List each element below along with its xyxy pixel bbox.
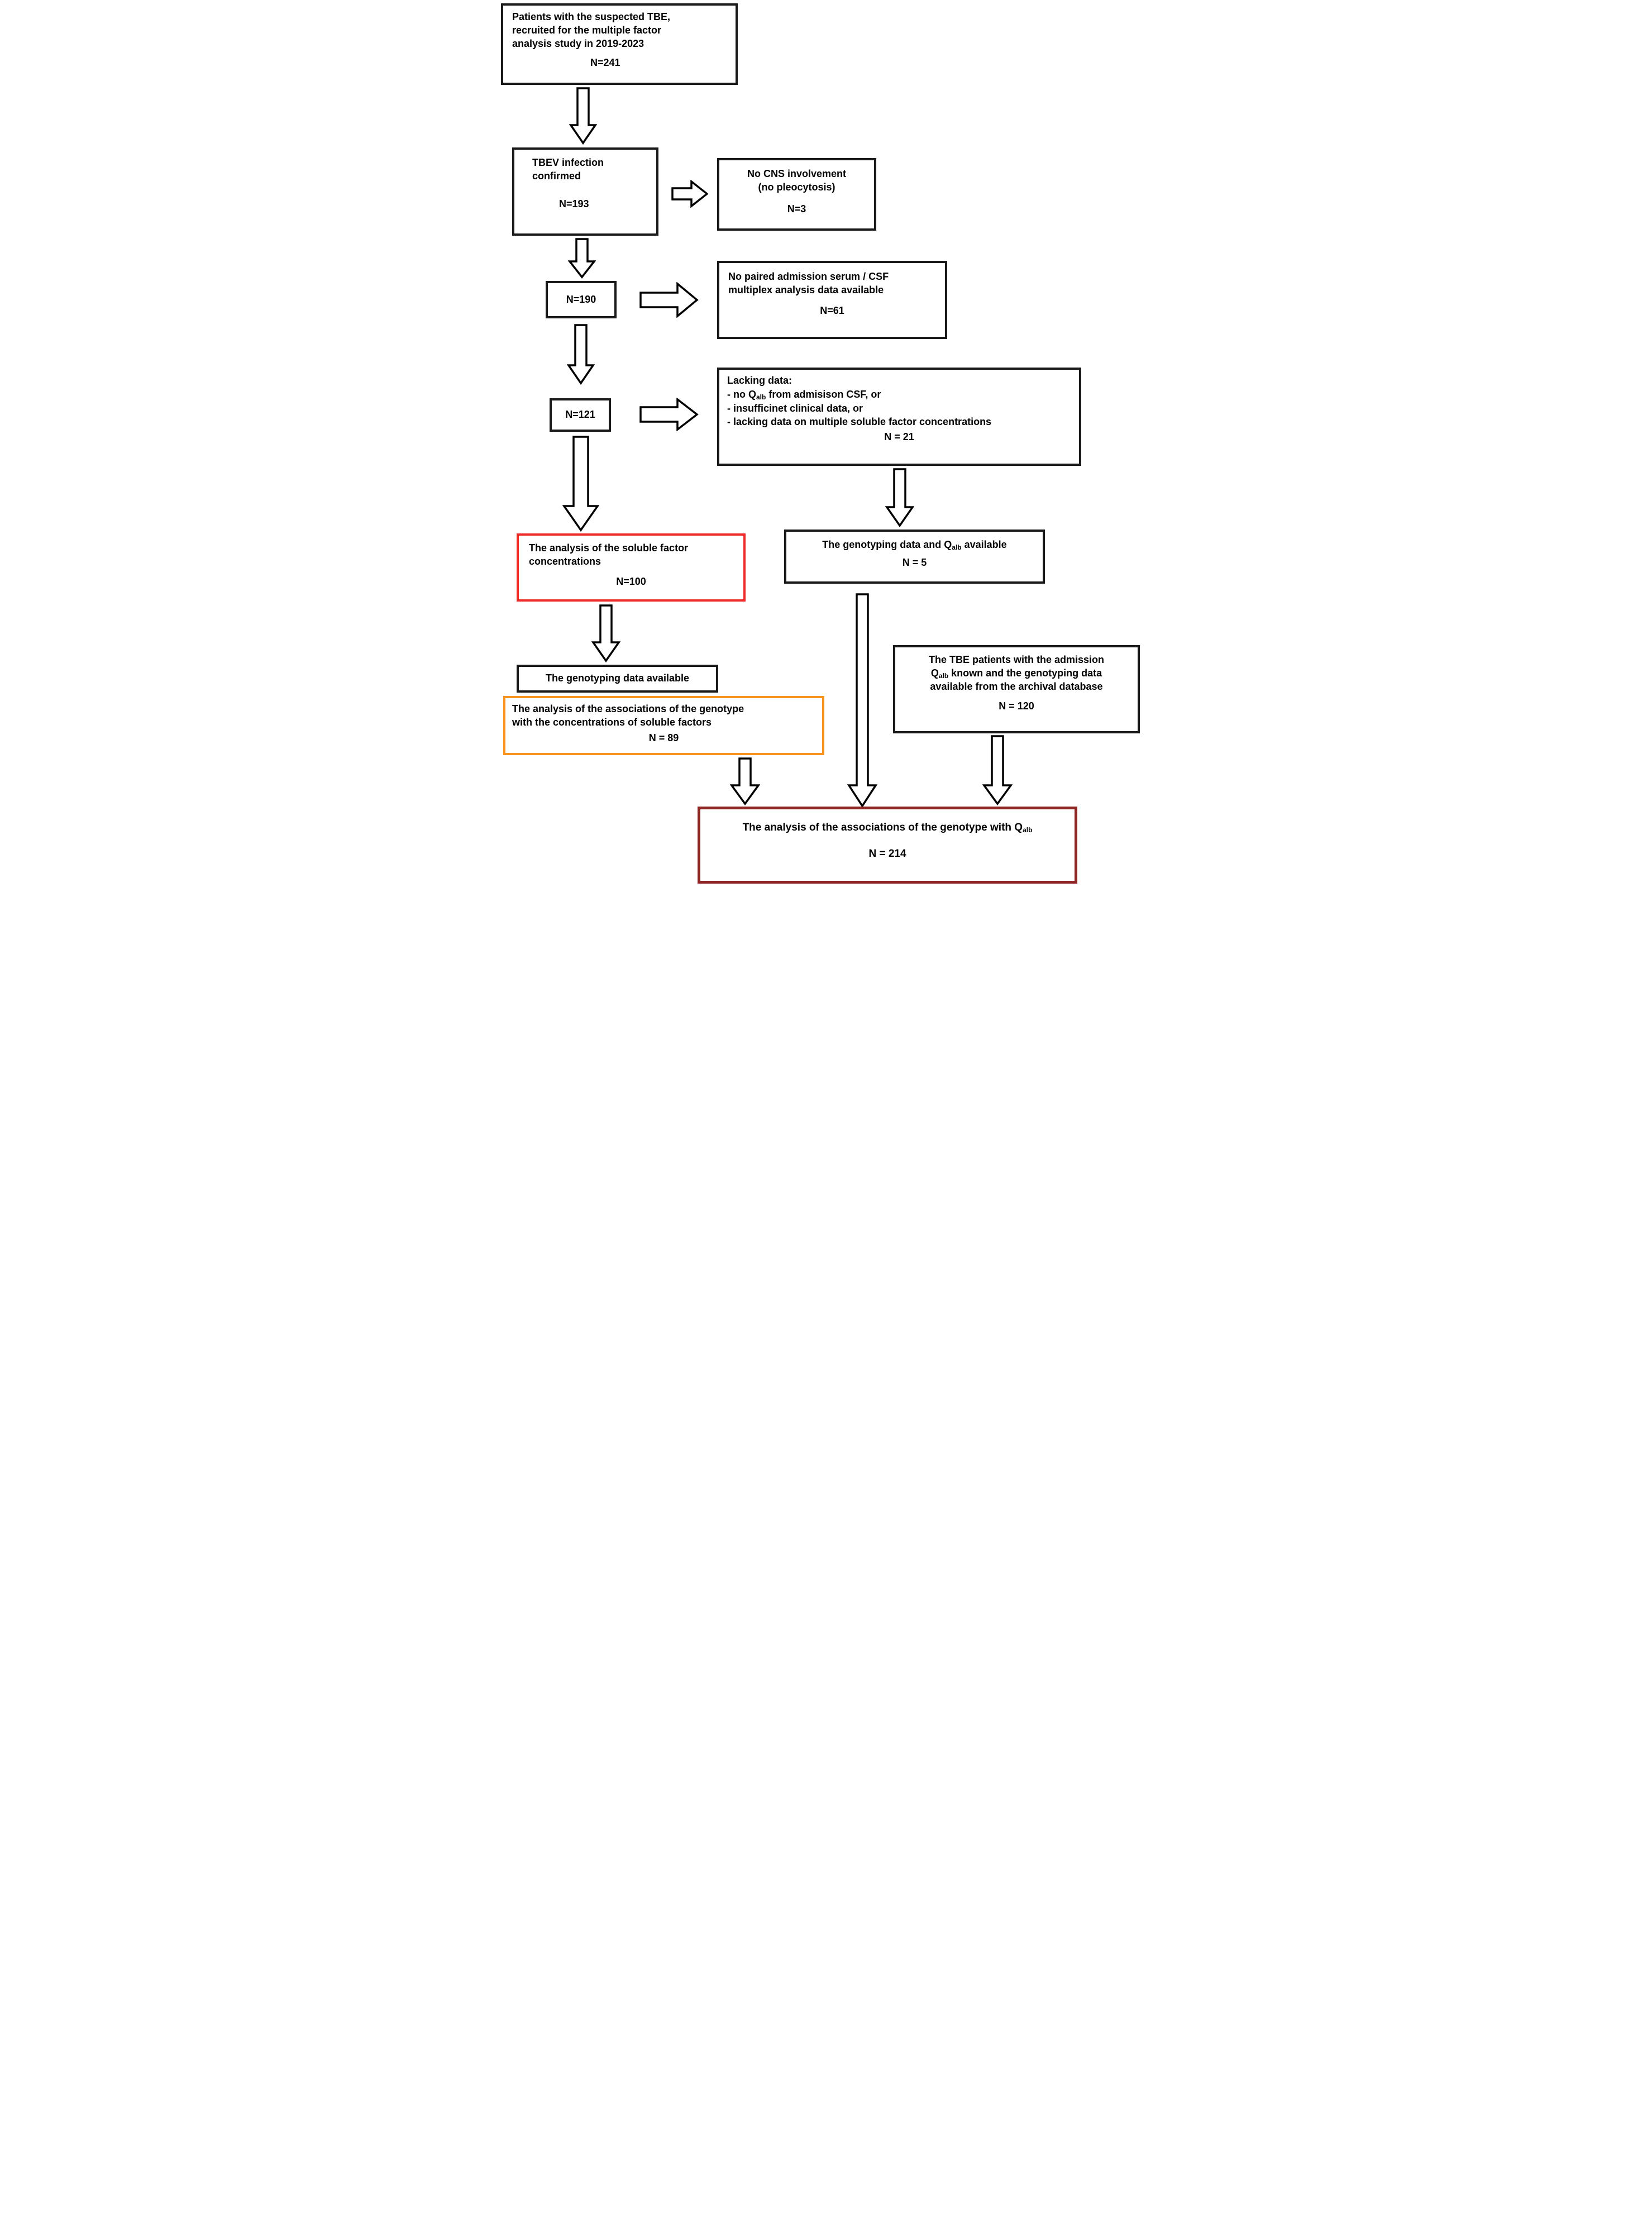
box-n190 <box>546 281 617 318</box>
box-line <box>895 667 1138 680</box>
box-line: - lacking data on multiple soluble factor concentrations <box>727 416 992 428</box>
box-line: The analysis of the associations of the genotype <box>512 703 744 714</box>
text-segment: The genotyping data and Q <box>822 539 952 550</box>
down-arrow <box>562 436 599 532</box>
n-value: N=190 <box>566 293 596 305</box>
box-line: analysis study in 2019-2023 <box>512 37 644 49</box>
box-line: Lacking data: <box>727 375 792 386</box>
qalb-subscript: alb <box>938 671 949 680</box>
box-n121 <box>550 398 611 432</box>
text-segment: - no Q <box>727 388 756 400</box>
box-line: confirmed <box>532 170 581 182</box>
n-value: N=193 <box>559 198 589 209</box>
box-line: available from the archival database <box>930 680 1103 692</box>
box-no-paired-data <box>717 261 947 339</box>
box-genotyping-qalb-available <box>784 530 1045 584</box>
right-arrow <box>639 282 699 318</box>
box-final-genotype-qalb-analysis <box>698 807 1077 884</box>
text-segment: known and the genotyping data <box>948 667 1102 679</box>
box-line: concentrations <box>529 555 601 567</box>
down-arrow <box>982 735 1013 805</box>
qalb-subscript: alb <box>952 543 962 551</box>
n-value: N = 5 <box>902 556 927 568</box>
box-lacking-data <box>717 368 1081 466</box>
down-arrow <box>847 593 877 808</box>
qalb-subscript: alb <box>1023 826 1033 834</box>
box-tbe-patients-archival <box>893 645 1140 733</box>
box-line: - insufficinet clinical data, or <box>727 402 863 414</box>
box-line: No paired admission serum / CSF <box>728 271 889 282</box>
box-line: No CNS involvement <box>747 168 847 179</box>
down-arrow <box>569 87 597 145</box>
down-arrow <box>567 324 595 385</box>
down-arrow <box>568 238 596 279</box>
text-segment: Q <box>930 667 939 679</box>
n-value: N=3 <box>787 203 806 214</box>
n-value: N=61 <box>820 304 844 316</box>
box-line: The analysis of the soluble factor <box>529 542 689 554</box>
box-line <box>700 821 1075 834</box>
box-line: multiplex analysis data available <box>728 284 884 295</box>
box-line: with the concentrations of soluble factors <box>512 716 712 728</box>
n-value: N=121 <box>565 409 595 421</box>
down-arrow <box>885 468 914 527</box>
box-line: Patients with the suspected TBE, <box>512 11 671 22</box>
box-line: (no pleocytosis) <box>758 181 835 193</box>
right-arrow <box>671 180 708 208</box>
n-value: N=100 <box>616 575 646 587</box>
box-line: The genotyping data available <box>545 672 690 684</box>
n-value: N=241 <box>590 57 620 69</box>
box-tbev-confirmed <box>512 147 658 236</box>
flowchart-canvas <box>496 0 1156 894</box>
down-arrow <box>591 604 620 662</box>
n-value: N = 120 <box>999 700 1034 712</box>
n-value: N = 214 <box>868 848 906 860</box>
box-no-cns-involvement <box>717 158 876 231</box>
qalb-subscript: alb <box>756 393 766 401</box>
box-line: TBEV infection <box>532 157 604 168</box>
text-segment: available <box>961 539 1007 550</box>
box-soluble-factor-analysis <box>517 533 746 602</box>
box-genotype-soluble-association <box>503 696 824 755</box>
box-line: The TBE patients with the admission <box>928 654 1105 665</box>
box-recruited-patients <box>501 3 738 85</box>
n-value: N = 89 <box>648 732 679 743</box>
down-arrow <box>730 757 760 805</box>
box-genotyping-available <box>517 665 718 693</box>
right-arrow <box>639 398 699 431</box>
box-line <box>727 388 1079 402</box>
box-line: recruited for the multiple factor <box>512 24 662 36</box>
box-line <box>786 538 1043 552</box>
text-segment: The analysis of the associations of the genotype with Q <box>742 822 1023 833</box>
n-value: N = 21 <box>884 431 914 443</box>
text-segment: from admisison CSF, or <box>766 388 881 400</box>
